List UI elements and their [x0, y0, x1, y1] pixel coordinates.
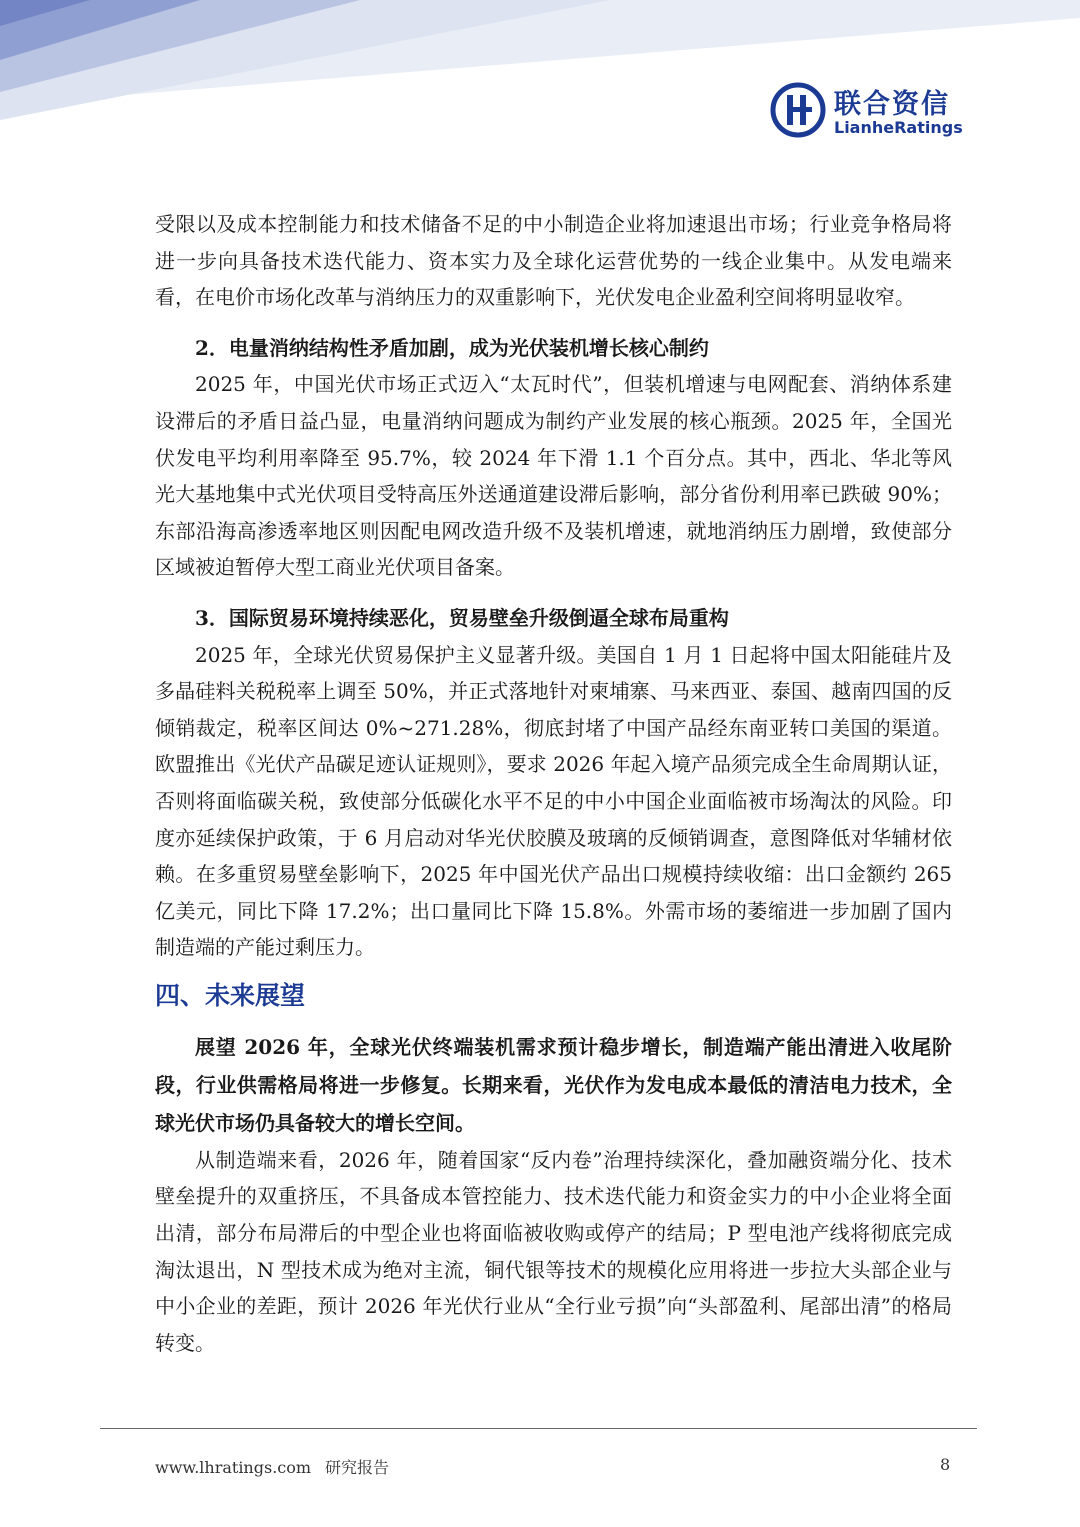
- logo-name-cn: 联合资信: [834, 89, 950, 120]
- outlook-paragraph: 从制造端来看，2026 年，随着国家“反内卷”治理持续深化，叠加融资端分化、技术壁垒提升的双重挤压，不具备成本管控能力、技术迭代能力和资金实力的中小企业将全面出清，部分布局滞后的中型企业也将面临被收购或停产的结局；P 型电池产线将彻底完成淘汰退出，N 型技术成为绝对主流，铜代银等技术的规模化应用将进一步拉大头部企业与中小企业的差距，预计 2026 年光伏行业从“全行业亏损”向“头部盈利、尾部出清”的格局转变。: [155, 1147, 952, 1355]
- spacer: [155, 586, 952, 594]
- logo-name-en: LianheRatings: [834, 118, 963, 137]
- outlook-summary: 展望 2026 年，全球光伏终端装机需求预计稳步增长，制造端产能出清进入收尾阶段，行业供需格局将进一步修复。长期来看，光伏作为发电成本最低的清洁电力技术，全球光伏市场仍具备较大的增长空间。: [155, 1034, 952, 1135]
- company-logo: [770, 80, 970, 144]
- footer-website-link[interactable]: www.lhratings.com: [155, 1458, 312, 1477]
- lianhe-logo-icon: [770, 82, 826, 138]
- page-number: 8: [940, 1455, 951, 1474]
- footer-report-type: 研究报告: [325, 1458, 390, 1477]
- section-2-paragraph: 2025 年，中国光伏市场正式迈入“太瓦时代”，但装机增速与电网配套、消纳体系建设滞后的矛盾日益凸显，电量消纳问题成为制约产业发展的核心瓶颈。2025 年，全国光伏发电平均利用率降至 95.7%，较 2024 年下滑 1.1 个百分点。其中，西北、华北等风光大基地集中式光伏项目受特高压外送通道建设滞后影响，部分省份利用率已跌破 90%；东部沿海高渗透率地区则因配电网改造升级不及装机增速，就地消纳压力剧增，致使部分区域被迫暂停大型工商业光伏项目备案。: [155, 372, 952, 580]
- intro-paragraph: 受限以及成本控制能力和技术储备不足的中小制造企业将加速退出市场；行业竞争格局将进一步向具备技术迭代能力、资本实力及全球化运营优势的一线企业集中。从发电端来看，在电价市场化改革与消纳压力的双重影响下，光伏发电企业盈利空间将明显收窄。: [155, 212, 952, 310]
- section-2-heading: 2．电量消纳结构性矛盾加剧，成为光伏装机增长核心制约: [195, 335, 709, 360]
- section-3-heading: 3．国际贸易环境持续恶化，贸易壁垒升级倒逼全球布局重构: [195, 605, 729, 630]
- report-body: [155, 206, 952, 1361]
- section-3-paragraph: 2025 年，全球光伏贸易保护主义显著升级。美国自 1 月 1 日起将中国太阳能硅片及多晶硅料关税税率上调至 50%，并正式落地针对柬埔寨、马来西亚、泰国、越南四国的反倾销裁定，税率区间达 0%~271.28%，彻底封堵了中国产品经东南亚转口美国的渠道。欧盟推出《光伏产品碳足迹认证规则》，要求 2026 年起入境产品须完成全生命周期认证，否则将面临碳关税，致使部分低碳化水平不足的中小中国企业面临被市场淘汰的风险。印度亦延续保护政策，于 6 月启动对华光伏胶膜及玻璃的反倾销调查，意图降低对华辅材依赖。在多重贸易壁垒影响下，2025 年中国光伏产品出口规模持续收缩：出口金额约 265 亿美元，同比下降 17.2%；出口量同比下降 15.8%。外需市场的萎缩进一步加剧了国内制造端的产能过剩压力。: [155, 642, 952, 960]
- footer-info: [155, 1455, 389, 1478]
- outlook-heading: 四、未来展望: [155, 980, 306, 1010]
- footer-divider: [100, 1428, 977, 1429]
- spacer: [155, 316, 952, 324]
